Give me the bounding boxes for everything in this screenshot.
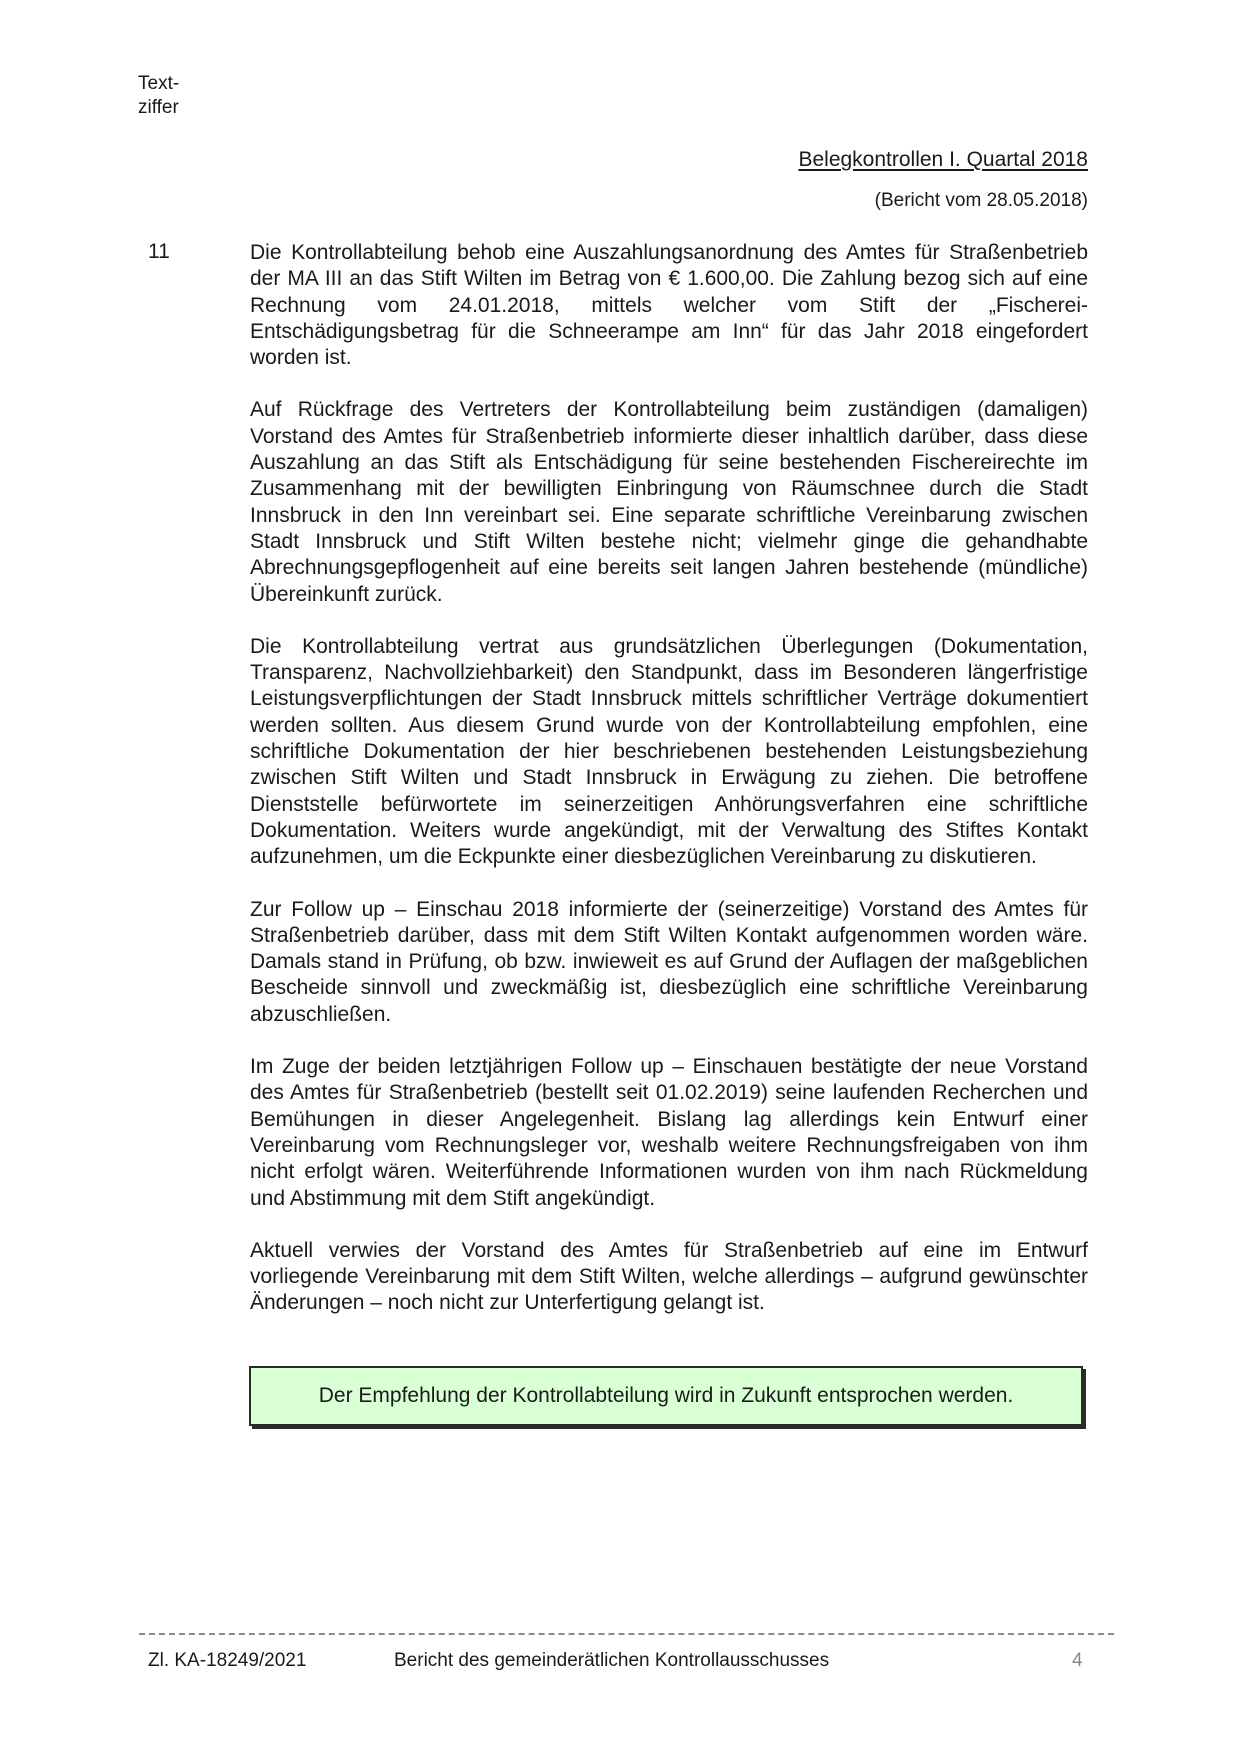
paragraph-6: Aktuell verwies der Vorstand des Amtes für Straßenbetrieb auf eine im Entwurf vorliegende Vereinbarung mit dem Stift Wilten, welche allerdings – aufgrund gewünschter Änderungen – noch nicht zur Unterfertigung gelangt ist. — [250, 1238, 1088, 1315]
report-title: Belegkontrollen I. Quartal 2018 — [798, 148, 1088, 171]
margin-label-line2: ziffer — [138, 97, 179, 118]
footer-reference: Zl. KA-18249/2021 — [148, 1650, 307, 1671]
footer-title: Bericht des gemeinderätlichen Kontrollausschusses — [394, 1650, 830, 1671]
paragraph-2: Auf Rückfrage des Vertreters der Kontrollabteilung beim zuständigen (damaligen) Vorstand des Amtes für Straßenbetrieb informierte dieser inhaltlich darüber, dass diese Auszahlung an das Stift als Entschädigung für seine bestehenden Fischereirechte im Zusammenhang mit der bewilligten Einbringung von Räumschnee durch die Stadt Innsbruck in den Inn vereinbart sei. Eine separate schriftliche Vereinbarung zwischen Stadt Innsbruck und Stift Wilten bestehe nicht; vielmehr ginge die gehandhabte Abrechnungsgepflogenheit auf eine bereits seit langen Jahren bestehende (mündliche) Übereinkunft zurück. — [250, 398, 1088, 606]
paragraph-5: Im Zuge der beiden letztjährigen Follow up – Einschauen bestätigte der neue Vorstand des Amtes für Straßenbetrieb (bestellt seit 01.02.2019) seine laufenden Recherchen und Bemühungen in dieser Angelegenheit. Bislang lag allerdings kein Entwurf einer Vereinbarung vom Rechnungsleger vor, weshalb weitere Rechnungsfreigaben von ihm nicht erfolgt wären. Weiterführende Informationen wurden von ihm nach Rückmeldung und Abstimmung mit dem Stift angekündigt. — [250, 1055, 1088, 1210]
paragraph-1: Die Kontrollabteilung behob eine Auszahlungsanordnung des Amtes für Straßenbetrieb der MA III an das Stift Wilten im Betrag von € 1.600,00. Die Zahlung bezog sich auf eine Rechnung vom 24.01.2018, mittels welcher vom Stift der „Fischerei-Entschädigungsbetrag für die Schneerampe am Inn“ für das Jahr 2018 eingefordert worden ist. — [250, 241, 1088, 370]
paragraph-3: Die Kontrollabteilung vertrat aus grundsätzlichen Überlegungen (Dokumentation, Transparenz, Nachvollziehbarkeit) den Standpunkt, dass im Besonderen längerfristige Leistungsverpflichtungen der Stadt Innsbruck mittels schriftlicher Verträge dokumentiert werden sollten. Aus diesem Grund wurde von der Kontrollabteilung empfohlen, eine schriftliche Dokumentation der hier beschriebenen bestehenden Leistungsbeziehung zwischen Stift Wilten und Stadt Innsbruck in Erwägung zu ziehen. Die betroffene Dienststelle befürwortete im seinerzeitigen Anhörungsverfahren eine schriftliche Dokumentation. Weiters wurde angekündigt, mit der Verwaltung des Stiftes Kontakt aufzunehmen, um die Eckpunkte einer diesbezüglichen Vereinbarung zu diskutieren. — [250, 634, 1088, 869]
footer-divider — [139, 1633, 1114, 1635]
report-date: (Bericht vom 28.05.2018) — [874, 190, 1088, 211]
page-number: 4 — [1072, 1650, 1083, 1671]
paragraph-4: Zur Follow up – Einschau 2018 informierte der (seinerzeitige) Vorstand des Amtes für Straßenbetrieb darüber, dass mit dem Stift Wilten Kontakt aufgenommen worden wäre. Damals stand in Prüfung, ob bzw. inwieweit es auf Grund der Auflagen der maßgeblichen Bescheide sinnvoll und zweckmäßig ist, diesbezüglich eine schriftliche Vereinbarung abzuschließen. — [250, 897, 1088, 1026]
margin-label — [138, 72, 179, 120]
recommendation-box — [249, 1366, 1083, 1426]
item-number: 11 — [148, 240, 170, 263]
recommendation-text: Der Empfehlung der Kontrollabteilung wird in Zukunft entsprochen werden. — [318, 1384, 1014, 1407]
margin-label-line1: Text- — [138, 73, 180, 94]
item-body — [250, 240, 1088, 1343]
